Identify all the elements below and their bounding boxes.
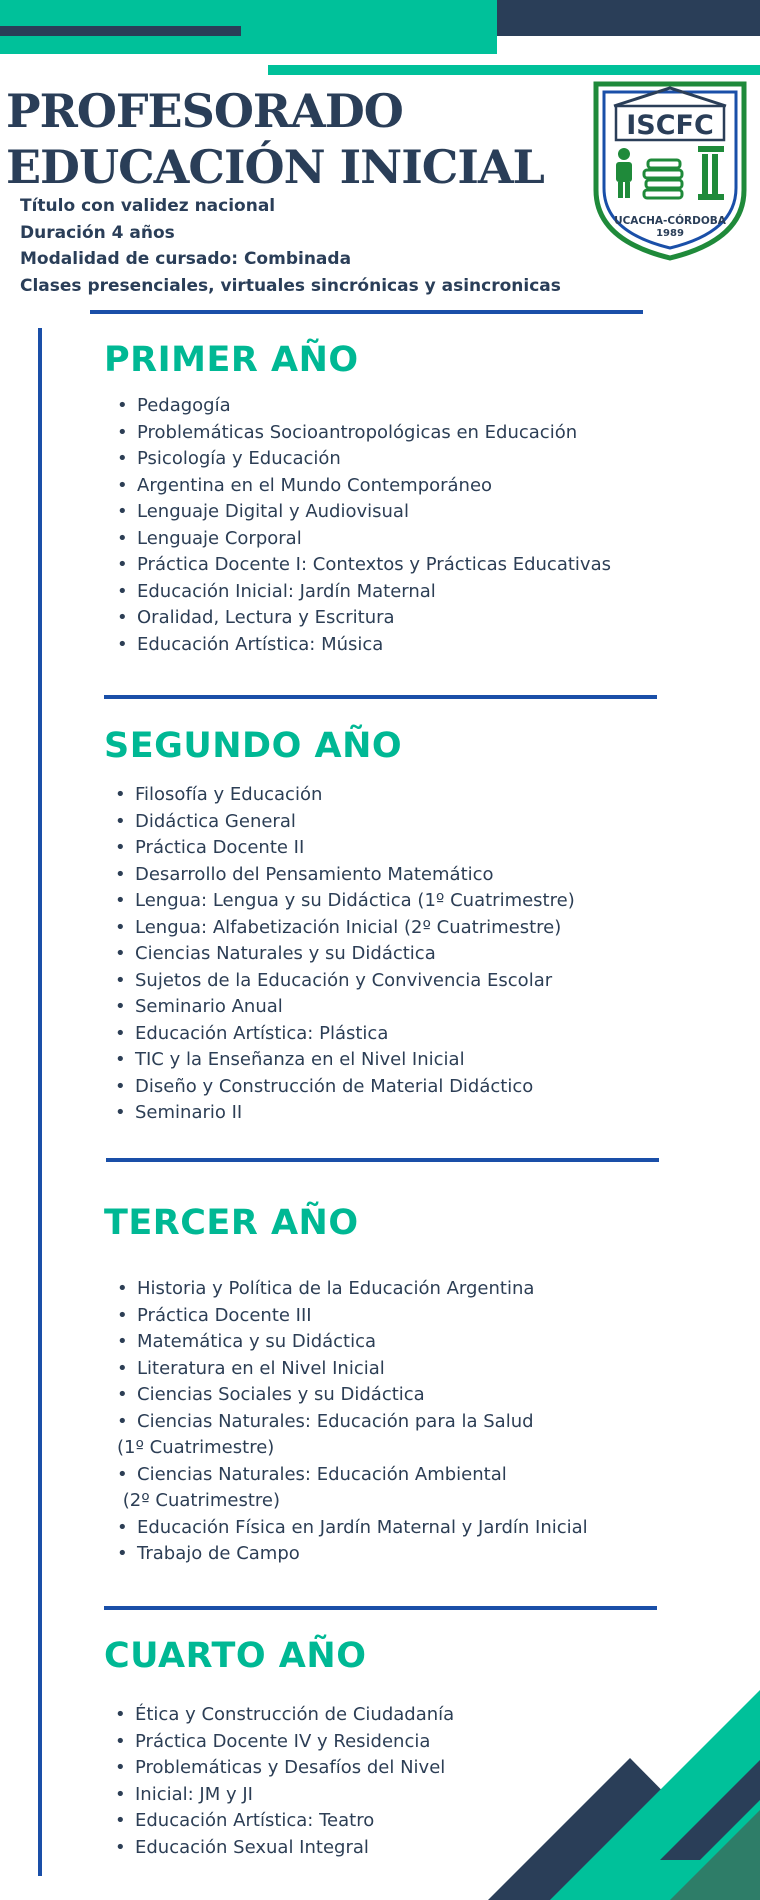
list-item: • Literatura en el Nivel Inicial	[115, 1356, 588, 1383]
list-item: • Diseño y Construcción de Material Didáctico	[113, 1074, 575, 1101]
list-item: • Educación Artística: Plástica	[113, 1021, 575, 1048]
list-item-ambiental-line2: (2º Cuatrimestre)	[117, 1490, 281, 1511]
institution-logo	[592, 80, 748, 262]
list-item-salud	[115, 1409, 588, 1462]
section-title-segundo: SEGUNDO AÑO	[104, 726, 403, 766]
list-tercer	[115, 1276, 588, 1568]
info-clases: Clases presenciales, virtuales sincrónicas y asincronicas	[20, 275, 561, 296]
divider-header	[90, 310, 643, 314]
section-title-primer: PRIMER AÑO	[104, 340, 359, 380]
list-item: • Lengua: Lengua y su Didáctica (1º Cuatrimestre)	[113, 888, 575, 915]
divider-segundo	[106, 1158, 659, 1162]
list-item: • Seminario II	[113, 1100, 575, 1127]
title-line-2: EDUCACIÓN INICIAL	[6, 140, 544, 194]
divider-primer	[104, 695, 657, 699]
list-item: • Matemática y su Didáctica	[115, 1329, 588, 1356]
list-item: • Educación Física en Jardín Maternal y Jardín Inicial	[115, 1515, 588, 1542]
header-green-right-bar	[268, 65, 760, 75]
list-item: • Pedagogía	[115, 393, 611, 420]
list-item: • Ética y Construcción de Ciudadanía	[113, 1702, 454, 1729]
list-item-ambiental	[115, 1462, 588, 1515]
info-modalidad: Modalidad de cursado: Combinada	[20, 249, 352, 269]
list-item: • Trabajo de Campo	[115, 1541, 588, 1568]
list-item: • Argentina en el Mundo Contemporáneo	[115, 473, 611, 500]
list-item: • Práctica Docente I: Contextos y Prácticas Educativas	[115, 552, 611, 579]
section-title-cuarto: CUARTO AÑO	[104, 1636, 367, 1676]
list-item: • Problemáticas Socioantropológicas en Educación	[115, 420, 611, 447]
list-item-salud-line1: • Ciencias Naturales: Educación para la Salud	[137, 1410, 534, 1432]
list-item: • Práctica Docente II	[113, 835, 575, 862]
list-item: • Didáctica General	[113, 809, 575, 836]
logo-location: UCACHA-CÓRDOBA	[614, 215, 726, 227]
logo-text: ISCFC	[626, 110, 714, 141]
list-item: • Desarrollo del Pensamiento Matemático	[113, 862, 575, 889]
list-item: • Inicial: JM y JI	[113, 1782, 454, 1809]
list-item: • Ciencias Naturales y su Didáctica	[113, 941, 575, 968]
divider-tercer	[104, 1606, 657, 1610]
list-item: • Educación Artística: Teatro	[113, 1808, 454, 1835]
info-duracion: Duración 4 años	[20, 222, 175, 243]
list-item: • Lenguaje Digital y Audiovisual	[115, 499, 611, 526]
logo-year: 1989	[656, 228, 684, 239]
list-item: • Educación Artística: Música	[115, 632, 611, 659]
list-segundo	[113, 782, 575, 1127]
list-item: • Seminario Anual	[113, 994, 575, 1021]
list-item: • Psicología y Educación	[115, 446, 611, 473]
info-validez: Título con validez nacional	[20, 196, 276, 216]
program-info	[20, 193, 561, 299]
list-item: • Práctica Docente IV y Residencia	[113, 1729, 454, 1756]
list-item-salud-line2: (1º Cuatrimestre)	[117, 1437, 275, 1458]
corner-decoration	[480, 1680, 760, 1900]
list-item-ambiental-line1: • Ciencias Naturales: Educación Ambiental	[137, 1463, 507, 1485]
list-cuarto	[113, 1702, 454, 1861]
list-item: • Oralidad, Lectura y Escritura	[115, 605, 611, 632]
list-primer	[115, 393, 611, 658]
list-item: • Práctica Docente III	[115, 1303, 588, 1330]
page-title	[6, 83, 544, 195]
list-item: • Lengua: Alfabetización Inicial (2º Cuatrimestre)	[113, 915, 575, 942]
list-item: • Problemáticas y Desafíos del Nivel	[113, 1755, 454, 1782]
list-item: • Historia y Política de la Educación Argentina	[115, 1276, 588, 1303]
list-item: • Filosofía y Educación	[113, 782, 575, 809]
header-dark-bar	[497, 0, 760, 36]
header-dark-thin-bar	[0, 26, 241, 36]
list-item: • Lenguaje Corporal	[115, 526, 611, 553]
list-item: • Educación Sexual Integral	[113, 1835, 454, 1862]
section-title-tercer: TERCER AÑO	[104, 1203, 359, 1243]
list-item: • Sujetos de la Educación y Convivencia Escolar	[113, 968, 575, 995]
books-icon	[644, 160, 682, 198]
title-line-1: PROFESORADO	[6, 84, 403, 138]
list-item: • TIC y la Enseñanza en el Nivel Inicial	[113, 1047, 575, 1074]
list-item: • Educación Inicial: Jardín Maternal	[115, 579, 611, 606]
left-vertical-rule	[38, 328, 42, 1876]
list-item: • Ciencias Sociales y su Didáctica	[115, 1382, 588, 1409]
